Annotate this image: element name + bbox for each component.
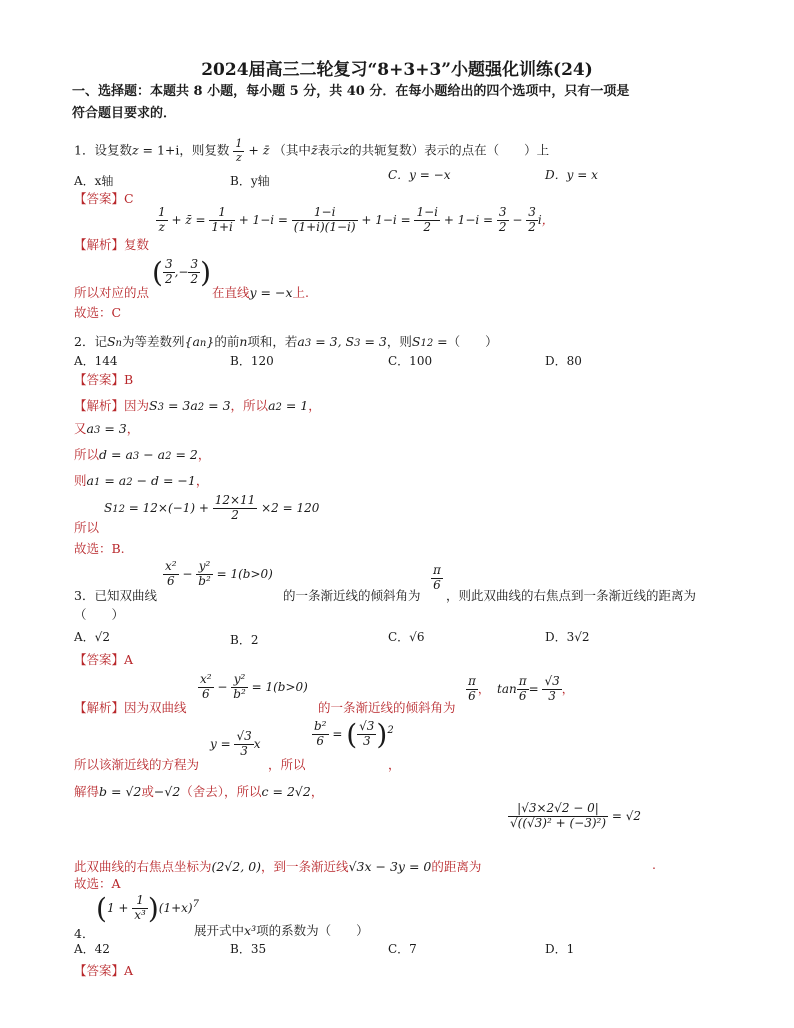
q2-option-b: B．120: [230, 354, 274, 368]
q3-stem-b: 的一条渐近线的倾斜角为: [283, 588, 421, 603]
page-title: 2024届高三二轮复习“8+3+3”小题强化训练(24): [201, 60, 593, 80]
q3-explain-1b: 的一条渐近线的倾斜角为: [318, 700, 456, 715]
q2-option-c: C．100: [388, 354, 433, 368]
q3-stem-d: （ ）: [74, 607, 125, 622]
q4-option-c: C．7: [388, 942, 417, 956]
q2-stem: 2．记Sn为等差数列{an}的前n项和，若a3 = 3, S3 = 3，则S12 =（ ）: [74, 334, 498, 349]
q3-explain-1a: 【解析】因为双曲线: [74, 700, 187, 715]
q3-hyperbola: $\frac{\text{x²}}{6}$ − $\frac{\text{y²}}{\text{b²}}$ = 1(b>0): [165, 559, 273, 588]
q3-explain-4: 此双曲线的右焦点坐标为(2√2, 0)，到一条渐近线√3x − 3y = 0的距离为: [74, 859, 482, 874]
q4-option-d: D．1: [545, 942, 575, 956]
q3-explain-1-angle: $\frac{\pi}{6}$ ，: [468, 674, 490, 703]
section-heading-line2: 符合题目要求的．: [72, 106, 177, 121]
q1-option-a: A．x轴: [74, 174, 114, 188]
q2-explain-5-label: 所以: [74, 520, 100, 535]
q4-number: 4．: [74, 926, 95, 941]
q4-answer: 【答案】A: [74, 963, 134, 978]
q4-stem: 展开式中x³项的系数为（ ）: [194, 923, 369, 938]
q3-explain-2a: 所以该渐近线的方程为: [74, 757, 200, 772]
q3-explain-2c: ，: [388, 757, 401, 772]
q1-stem: 1．设复数z = 1+i，则复数 $\frac{1}{z}$ + z̄ （其中z̄表示z的共轭复数）表示的点在（ ）上: [74, 137, 550, 164]
q3-explain-2-eq2: $\frac{\text{b²}}{6}$ = ( $\frac{√3}{3}$ )$^2$: [314, 718, 394, 751]
q3-explain-2b: ，所以: [268, 757, 306, 772]
q2-final: 故选：B.: [74, 541, 125, 556]
q1-answer: 【答案】C: [74, 191, 134, 206]
q2-explain-2: 又a3 = 3，: [74, 421, 140, 436]
q3-explain-4-distance: $\frac{|√3\times 2√2 - 0|}{\text{√((√3)² + (−3)²)}}$ = √2: [510, 801, 641, 830]
q1-explain-line: 在直线y = −x上.: [212, 285, 310, 300]
q1-explain-label: 【解析】复数: [74, 237, 150, 252]
q3-option-a: A．√2: [74, 630, 110, 644]
q2-explain-4: 则a1 = a2 − d = −1，: [74, 473, 209, 488]
q3-explain-4-end: .: [652, 857, 656, 872]
q2-answer: 【答案】B: [74, 372, 134, 387]
q3-final: 故选：A: [74, 876, 121, 891]
q2-option-a: A．144: [74, 354, 118, 368]
q3-explain-1-hyperbola: $\frac{\text{x²}}{6}$ − $\frac{\text{y²}}{\text{b²}}$ = 1(b>0): [200, 672, 308, 701]
q2-explain-3: 所以d = a3 − a2 = 2，: [74, 447, 211, 462]
q3-stem-c: ，则此双曲线的右焦点到一条渐近线的距离为: [446, 588, 697, 603]
q1-explain-equation: $\frac{1}{z}$ + z̄ = $\frac{1}{1+i}$ + 1−i = $\frac{1-i}{(1+i)(1-i)}$ + 1−i = $\frac{1-i}{2}$ + 1−i = $\frac{3}{2}$ − $\frac{3}{2}$ i，: [158, 205, 554, 234]
q3-explain-3: 解得b = √2或−√2（舍去），所以c = 2√2，: [74, 784, 324, 799]
q1-explain-point: ( $\frac{3}{2}$ ,− $\frac{3}{2}$ ): [152, 256, 212, 289]
q3-explain-2-eq: y = $\frac{√3}{3}$ x: [210, 729, 261, 758]
q2-explain-5-equation: S12 = 12×(−1) + $\frac{12\times 11}{2}$ ×2 = 120: [104, 493, 320, 522]
q4-expression: (1 + $\frac{1}{\text{x³}}$ )$(1+x)^7$: [96, 892, 199, 925]
q2-option-d: D．80: [545, 354, 582, 368]
section-heading-line1: 一、选择题：本题共 8 小题，每小题 5 分，共 40 分．在每小题给出的四个选项中，只有一项是: [72, 84, 630, 99]
q1-option-c: C．y = −x: [388, 168, 451, 182]
q4-option-a: A．42: [74, 942, 110, 956]
q1-option-d: D．y = x: [545, 168, 598, 182]
q4-option-b: B．35: [230, 942, 267, 956]
q3-answer: 【答案】A: [74, 652, 134, 667]
q3-explain-1-tan: tan $\frac{\pi}{6}$ = $\frac{√3}{3}$ ，: [497, 674, 574, 703]
q2-explain-1: 【解析】因为S3 = 3a2 = 3，所以a2 = 1，: [74, 398, 321, 413]
q1-option-b: B．y轴: [230, 174, 270, 188]
q3-option-c: C．√6: [388, 630, 425, 644]
q3-angle: $\frac{\pi}{6}$: [433, 563, 441, 592]
q1-explain-point-label: 所以对应的点: [74, 285, 150, 300]
q3-option-d: D．3√2: [545, 630, 590, 644]
q1-final: 故选：C: [74, 305, 122, 320]
q3-option-b: B．2: [230, 633, 259, 647]
q3-stem-a: 3．已知双曲线: [74, 588, 157, 603]
